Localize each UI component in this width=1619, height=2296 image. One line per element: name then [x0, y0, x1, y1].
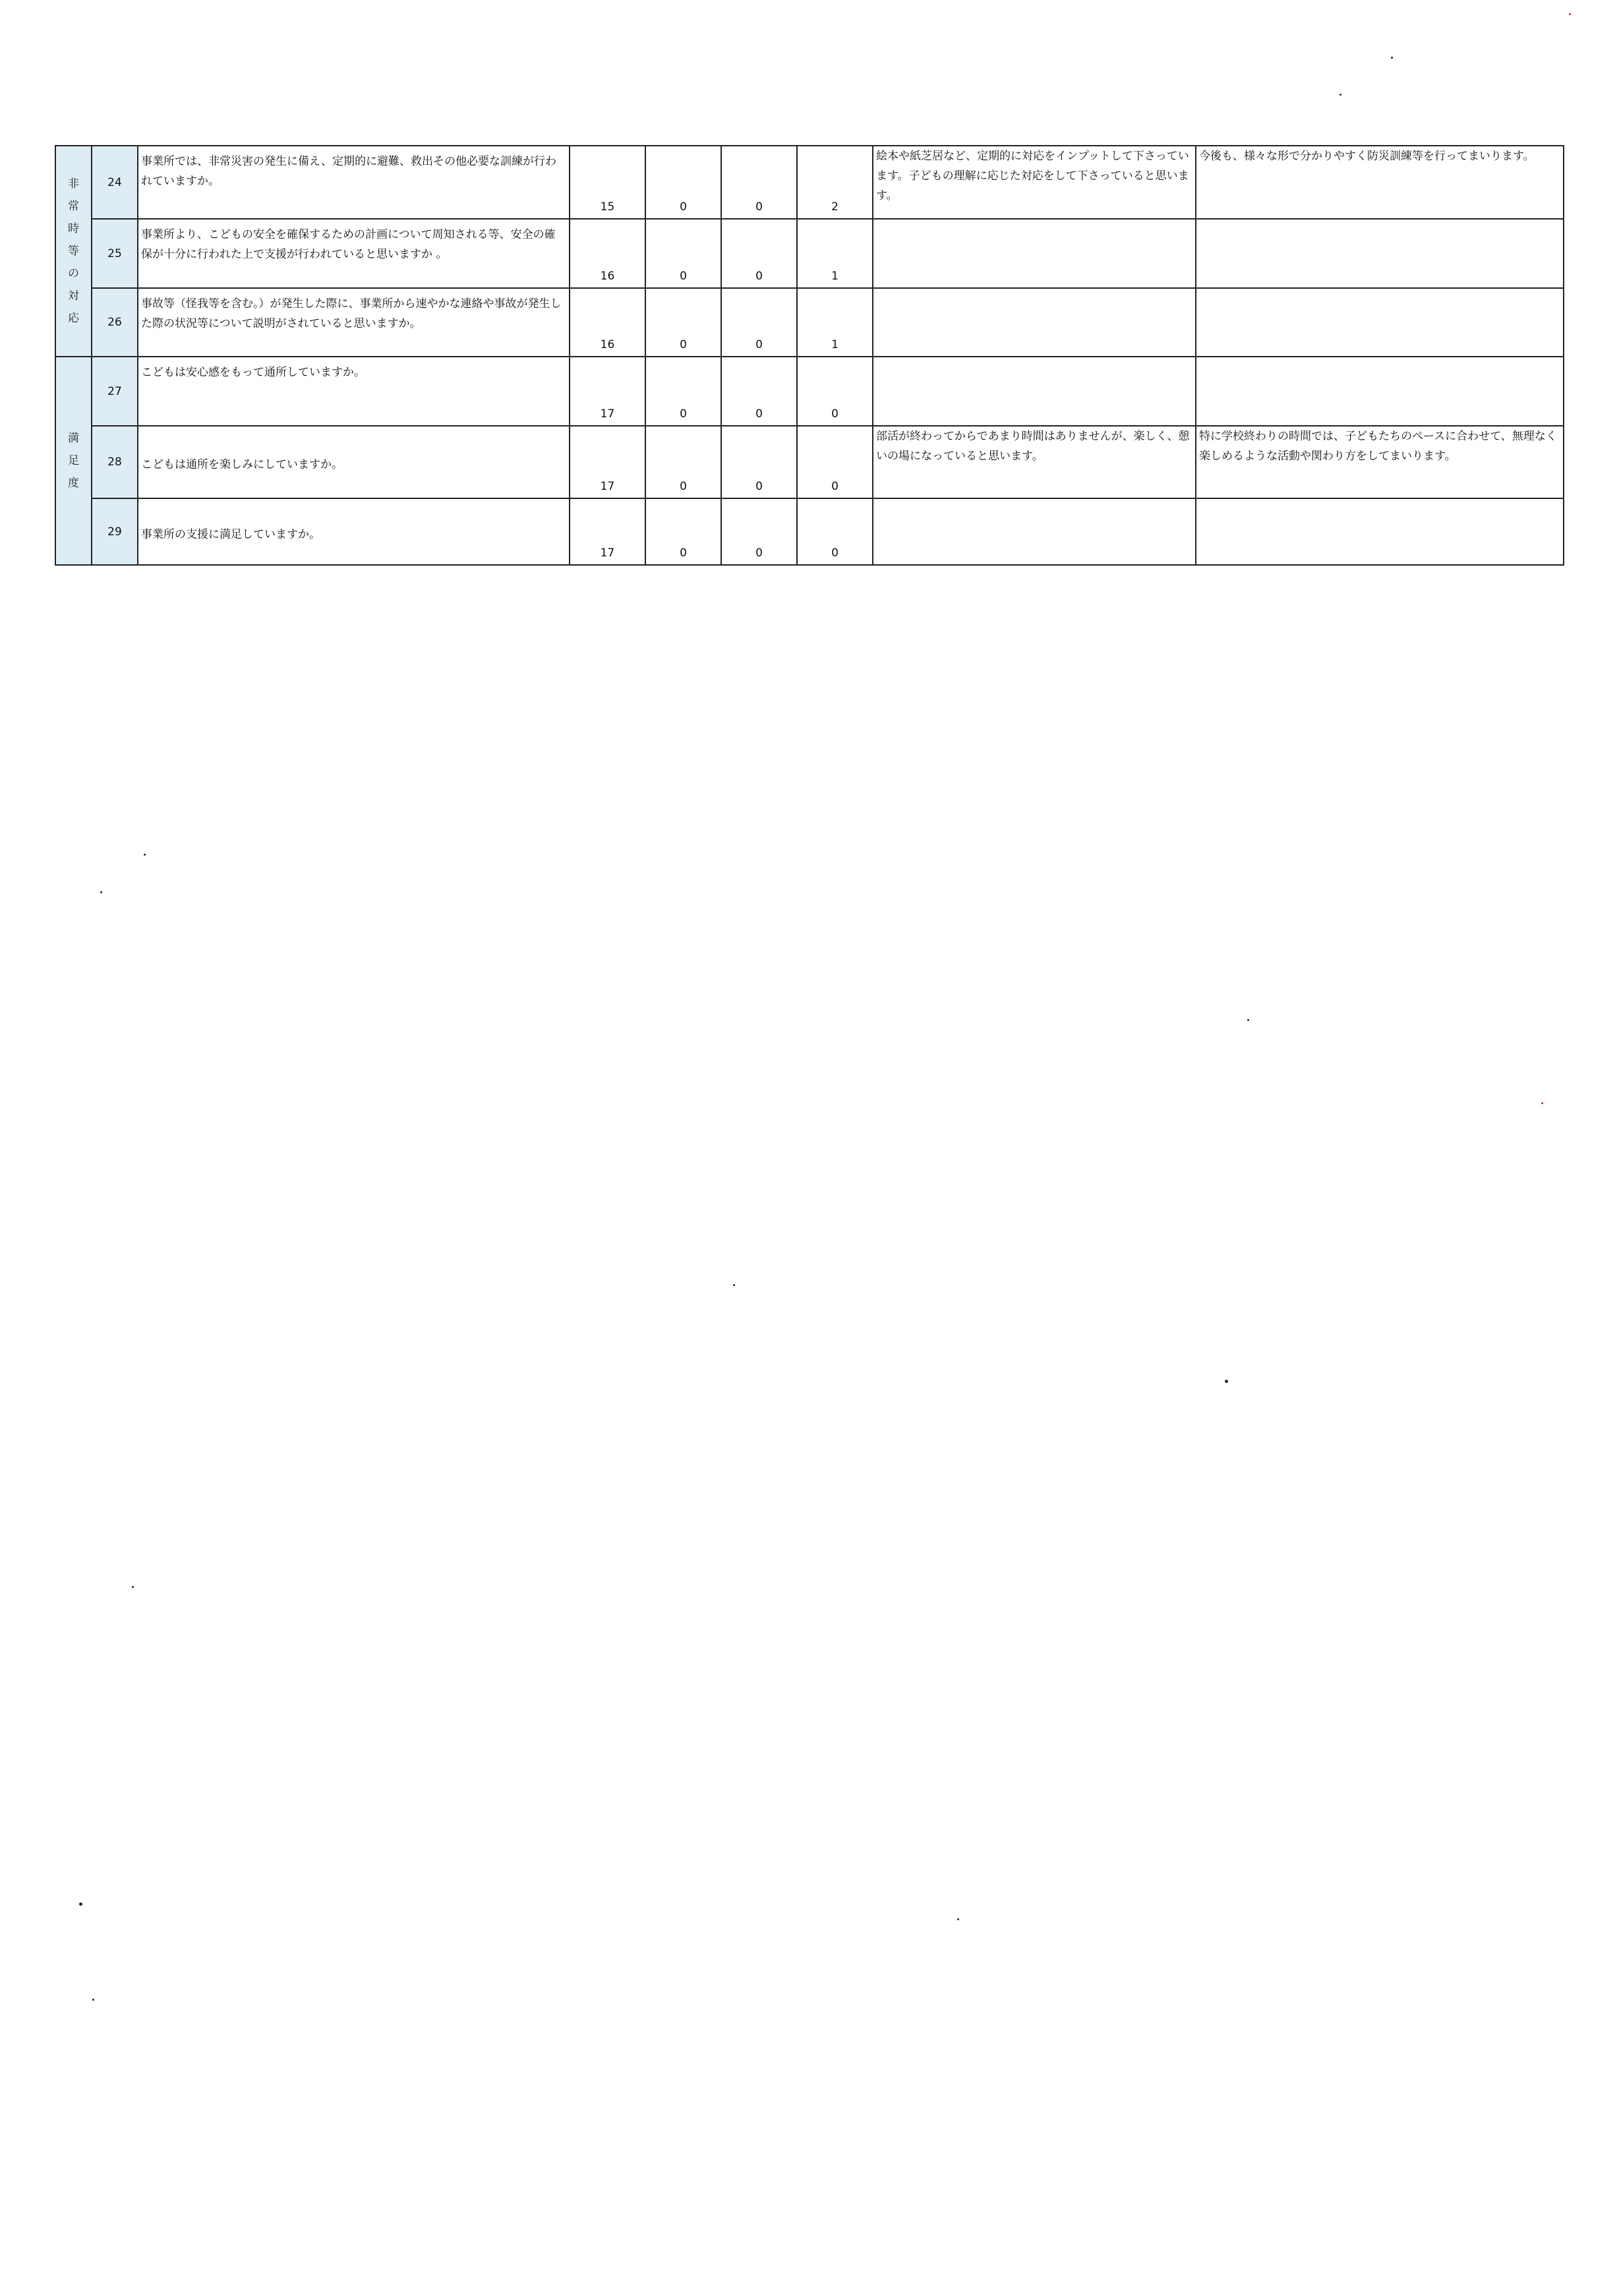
- count-yes: 16: [570, 288, 645, 357]
- scan-speck: [144, 854, 146, 856]
- scan-speck: [1391, 57, 1393, 59]
- category-emergency: [55, 146, 92, 357]
- category-label: 非常時等の対応: [68, 177, 79, 325]
- count-no: 0: [721, 426, 797, 498]
- question-text: 事業所より、こどもの安全を確保するための計画について周知される等、安全の確保が十分に行われた上で支援が行われていると思いますか 。: [138, 219, 570, 288]
- facility-response: [1196, 219, 1564, 288]
- question-text: 事業所では、非常災害の発生に備え、定期的に避難、救出その他必要な訓練が行われていますか。: [138, 146, 570, 219]
- guardian-comment: [873, 219, 1196, 288]
- question-number: 29: [92, 498, 138, 565]
- guardian-comment: [873, 357, 1196, 426]
- count-yes: 17: [570, 426, 645, 498]
- question-text: 事業所の支援に満足していますか。: [138, 498, 570, 565]
- scan-speck: [957, 1918, 959, 1920]
- facility-response: 今後も、様々な形で分かりやすく防災訓練等を行ってまいります。: [1196, 146, 1564, 219]
- table-row: [55, 288, 1564, 357]
- guardian-comment: [873, 498, 1196, 565]
- facility-response: [1196, 288, 1564, 357]
- count-neutral: 0: [645, 146, 721, 219]
- scan-speck: [1339, 94, 1341, 96]
- facility-response: 特に学校終わりの時間では、子どもたちのペースに合わせて、無理なく楽しめるような活動や関わり方をしてまいります。: [1196, 426, 1564, 498]
- scan-speck: [1225, 1380, 1228, 1383]
- question-text: こどもは通所を楽しみにしていますか。: [138, 426, 570, 498]
- count-yes: 17: [570, 357, 645, 426]
- facility-response: [1196, 357, 1564, 426]
- count-neutral: 0: [645, 357, 721, 426]
- scan-speck: [132, 1586, 134, 1588]
- count-neutral: 0: [645, 219, 721, 288]
- count-unknown: 0: [797, 357, 873, 426]
- question-text: こどもは安心感をもって通所していますか。: [138, 357, 570, 426]
- scan-speck: [733, 1284, 735, 1286]
- count-unknown: 2: [797, 146, 873, 219]
- count-unknown: 0: [797, 426, 873, 498]
- guardian-comment: 絵本や紙芝居など、定期的に対応をインプットして下さっています。子どもの理解に応じた対応をして下さっていると思います。: [873, 146, 1196, 219]
- count-no: 0: [721, 498, 797, 565]
- count-unknown: 1: [797, 288, 873, 357]
- count-no: 0: [721, 146, 797, 219]
- facility-response: [1196, 498, 1564, 565]
- scan-speck: [1247, 1019, 1249, 1021]
- question-number: 28: [92, 426, 138, 498]
- count-yes: 15: [570, 146, 645, 219]
- count-yes: 17: [570, 498, 645, 565]
- count-no: 0: [721, 288, 797, 357]
- scan-speck: [92, 1999, 94, 2001]
- count-yes: 16: [570, 219, 645, 288]
- count-neutral: 0: [645, 498, 721, 565]
- count-unknown: 1: [797, 219, 873, 288]
- count-no: 0: [721, 357, 797, 426]
- guardian-comment: [873, 288, 1196, 357]
- question-number: 26: [92, 288, 138, 357]
- question-number: 27: [92, 357, 138, 426]
- scan-speck: [1541, 1102, 1543, 1104]
- count-unknown: 0: [797, 498, 873, 565]
- table-row: [55, 357, 1564, 426]
- count-no: 0: [721, 219, 797, 288]
- question-text: 事故等（怪我等を含む。）が発生した際に、事業所から速やかな連絡や事故が発生した際の状況等について説明がされていると思いますか。: [138, 288, 570, 357]
- guardian-comment: 部活が終わってからであまり時間はありませんが、楽しく、憩いの場になっていると思います。: [873, 426, 1196, 498]
- evaluation-table: [55, 145, 1564, 566]
- table-row: [55, 219, 1564, 288]
- count-neutral: 0: [645, 288, 721, 357]
- category-label: 満足度: [68, 432, 79, 490]
- question-number: 24: [92, 146, 138, 219]
- scan-speck: [1569, 13, 1571, 15]
- scan-speck: [79, 1902, 82, 1906]
- scan-speck: [100, 891, 102, 893]
- table-row: [55, 426, 1564, 498]
- table-row: [55, 146, 1564, 219]
- category-satisfaction: [55, 357, 92, 565]
- count-neutral: 0: [645, 426, 721, 498]
- table-row: [55, 498, 1564, 565]
- question-number: 25: [92, 219, 138, 288]
